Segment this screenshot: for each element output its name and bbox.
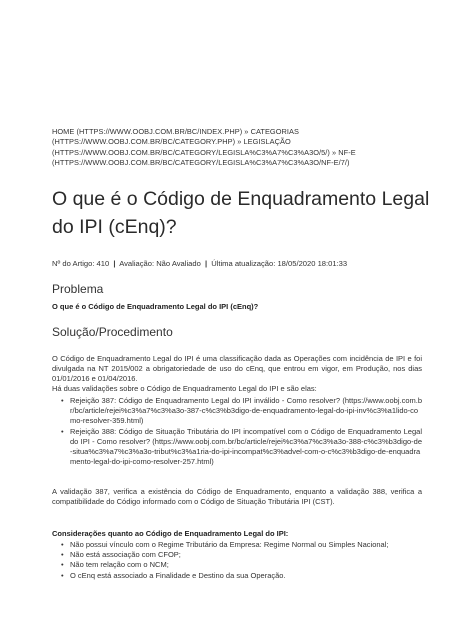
list-item: • Não possui vínculo com o Regime Tributário da Empresa: Regime Normal ou Simples Nacional; [52, 540, 422, 550]
article-updated: Última atualização: 18/05/2020 18:01:33 [211, 259, 348, 268]
breadcrumb-line-nfe[interactable]: (HTTPS://WWW.OOBJ.COM.BR/BC/CATEGORY/LEGISLA%C3%A7%C3%A3O/NF-E/7/) [52, 157, 350, 167]
section-heading-problema: Problema [52, 282, 104, 296]
solution-paragraph-3: A validação 387, verifica a existência do Código de Enquadramento, enquanto a validação 388, verifica a compatibilidade do Código informado com o Código de Situação Tributária IPI (CST). [52, 487, 422, 507]
consideracoes-heading: Considerações quanto ao Código de Enquadramento Legal do IPI: [52, 529, 289, 538]
rejection-388-link[interactable]: • Rejeição 388: Código de Situação Tributária do IPI incompatível com o Código de Enquadramento Legal do IPI - Como resolver? (https://www.oobj.com.br/bc/article/rejei%c3%a7%c3%a3o-388-c%c3%b3digo-de-situa%c3%a7%c3%a3o-tribut%c3%a1ria-do-ipi-incompat%c3%advel-com-o-c%c3%b3digo-de-enquadramento-legal-do-ipi-como-resolver-257.html) [52, 427, 422, 468]
meta-separator: | [204, 259, 208, 268]
solution-paragraph-2: Há duas validações sobre o Código de Enquadramento Legal do IPI e são elas: [52, 384, 317, 393]
breadcrumb [52, 127, 432, 168]
breadcrumb-line-home[interactable]: HOME (HTTPS://WWW.OOBJ.COM.BR/BC/INDEX.PHP) » CATEGORIAS [52, 127, 299, 136]
rejection-387-link[interactable]: • Rejeição 387: Código de Enquadramento Legal do IPI inválido - Como resolver? (https://www.oobj.com.br/bc/article/rejei%c3%a7%c3%a3o-387-c%c3%b3digo-de-enquadramento-legal-do-ipi-inv%c3%a1lido-como-resolver-359.html) [52, 396, 422, 427]
solution-paragraph-1: O Código de Enquadramento Legal do IPI é uma classificação dada as Operações com incidência de IPI e foi divulgada na NT 2015/002 a obrigatoriedade de uso do cEnq, que entrou em vigor, em Produção, nos dias 01/01/2016 e 01/04/2016. [52, 354, 422, 384]
rejection-list [52, 396, 422, 467]
page-title: O que é o Código de Enquadramento Legal do IPI (cEnq)? [52, 188, 430, 238]
meta-separator: | [113, 259, 116, 268]
list-item: • O cEnq está associado a Finalidade e Destino da sua Operação. [52, 571, 422, 581]
list-item: • Não está associação com CFOP; [52, 550, 422, 560]
problem-question: O que é o Código de Enquadramento Legal do IPI (cEnq)? [52, 302, 259, 311]
article-number: Nº do Artigo: 410 [52, 259, 110, 268]
article-meta [52, 259, 347, 268]
consideracoes-list [52, 540, 422, 581]
breadcrumb-line-legislacao[interactable]: (HTTPS://WWW.OOBJ.COM.BR/BC/CATEGORY/LEGISLA%C3%A7%C3%A3O/5/) » NF-E [52, 147, 356, 157]
section-heading-solucao: Solução/Procedimento [52, 325, 173, 339]
breadcrumb-line-categorias[interactable]: (HTTPS://WWW.OOBJ.COM.BR/BC/CATEGORY.PHP) » LEGISLAÇÃO [52, 137, 291, 147]
list-item: • Não tem relação com o NCM; [52, 560, 422, 570]
article-rating: Avaliação: Não Avaliado [119, 259, 201, 268]
